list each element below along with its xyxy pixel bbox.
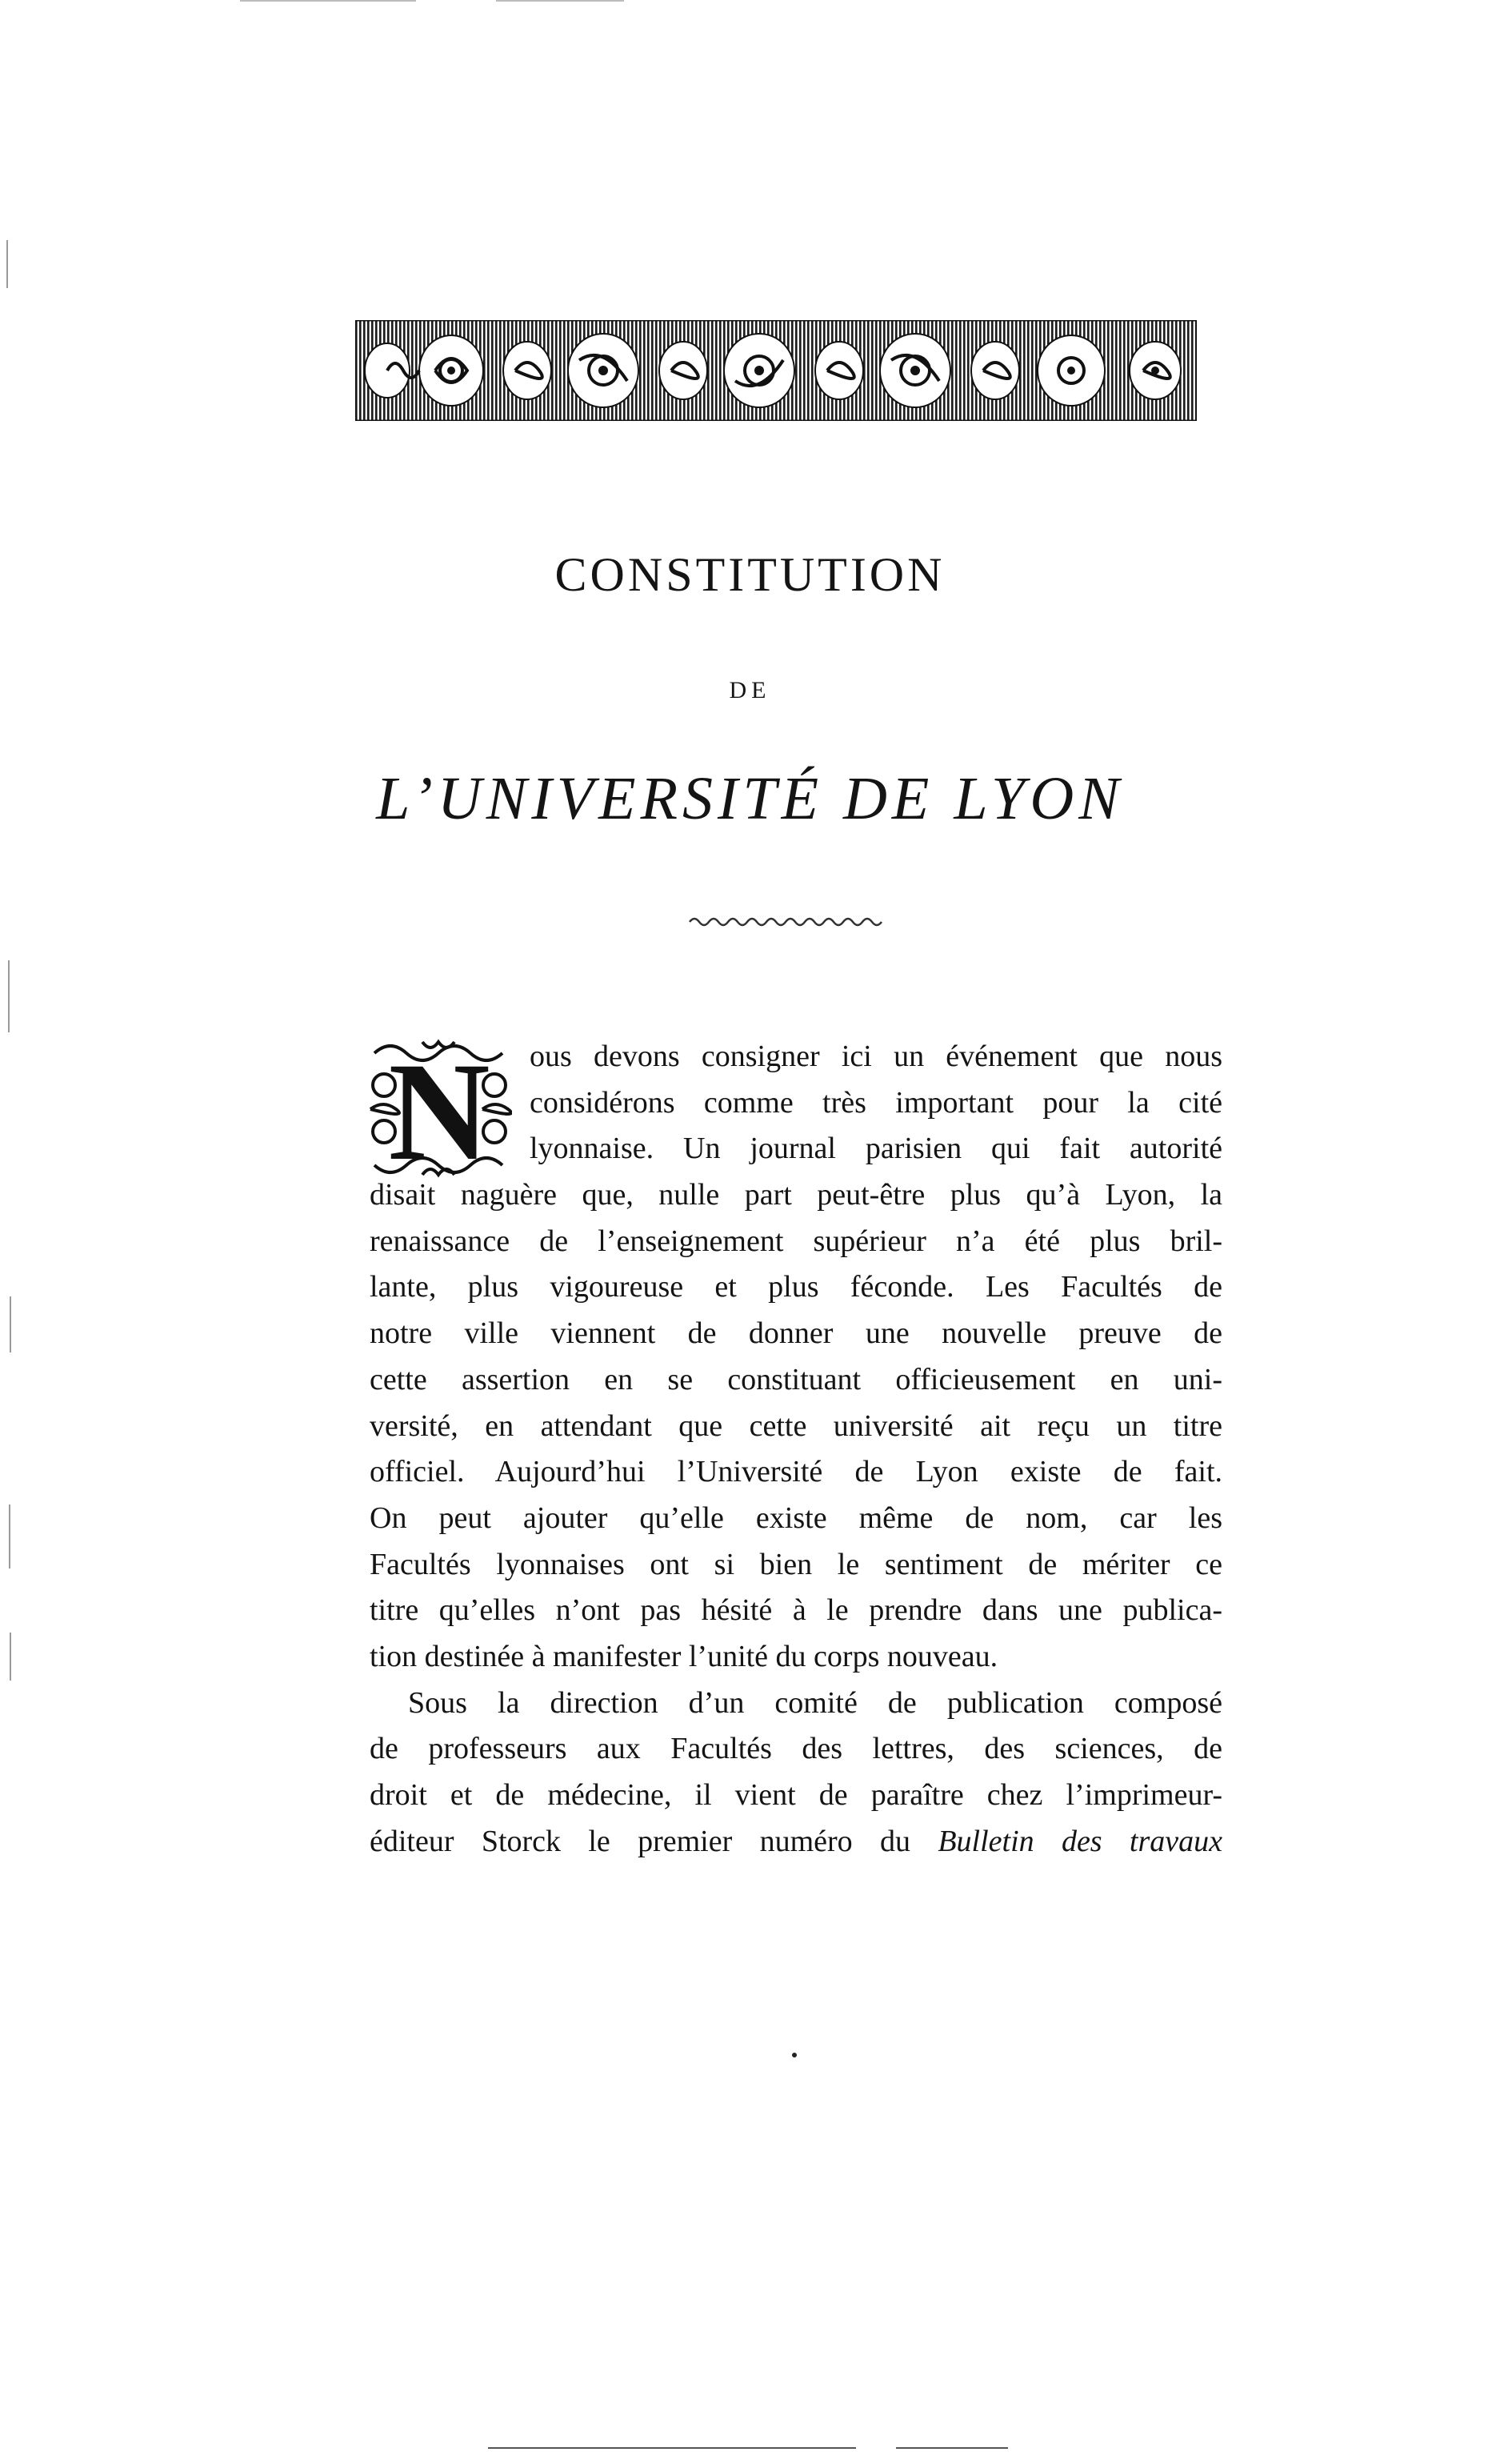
scan-edge-mark bbox=[6, 240, 8, 288]
text-line: tion destinée à manifester l’unité du corps nouveau. bbox=[370, 1639, 998, 1673]
bottom-scan-rule bbox=[488, 2447, 856, 2449]
title-universite-de-lyon: L’UNIVERSITÉ DE LYON bbox=[376, 765, 1124, 832]
text-line: Sous la direction d’un comité de publication composé bbox=[408, 1685, 1222, 1720]
text-line: titre qu’elles n’ont pas hésité à le prendre dans une publica- bbox=[370, 1593, 1222, 1628]
text-line: cette assertion en se constituant officieusement en uni- bbox=[370, 1362, 1222, 1396]
text-line: Facultés lyonnaises ont si bien le sentiment de mériter ce bbox=[370, 1547, 1222, 1581]
text-line: notre ville viennent de donner une nouvelle preuve de bbox=[370, 1316, 1222, 1351]
page-dot-mark bbox=[792, 2053, 797, 2057]
text-line: lyonnaise. Un journal parisien qui fait autorité bbox=[530, 1132, 1222, 1166]
wavy-rule-ornament bbox=[688, 915, 886, 928]
title-constitution: CONSTITUTION bbox=[554, 548, 946, 601]
text-line: versité, en attendant que cette université ait reçu un titre bbox=[370, 1408, 1222, 1443]
text-line-final-roman: éditeur Storck le premier numéro du bbox=[370, 1824, 938, 1858]
text-line: ous devons consigner ici un événement que nous bbox=[530, 1040, 1222, 1073]
text-line: disait naguère que, nulle part peut-être plus qu’à Lyon, la bbox=[370, 1178, 1222, 1212]
headband-ornament bbox=[355, 320, 1197, 421]
bottom-scan-rule bbox=[896, 2447, 1008, 2449]
text-line: lante, plus vigoureuse et plus féconde. Les Facultés de bbox=[370, 1270, 1222, 1304]
scan-edge-mark bbox=[8, 960, 10, 1032]
text-line: de professeurs aux Facultés des lettres, des sciences, de bbox=[370, 1732, 1222, 1766]
scan-edge-mark bbox=[10, 1296, 11, 1352]
dropcap-letter: N bbox=[388, 1037, 490, 1180]
text-line-final bbox=[370, 1819, 1222, 1865]
headband-ornament-graphic bbox=[355, 320, 1197, 421]
scan-edge-mark bbox=[496, 0, 624, 2]
scan-edge-mark bbox=[240, 0, 416, 2]
bulletin-title: Bulletin des travaux bbox=[938, 1824, 1222, 1858]
title-de: DE bbox=[729, 677, 771, 703]
text-line: renaissance de l’enseignement supérieur n’a été plus bril- bbox=[370, 1224, 1222, 1258]
body-paragraphs bbox=[370, 1034, 1222, 1865]
text-line: officiel. Aujourd’hui l’Université de Lyon existe de fait. bbox=[370, 1455, 1222, 1489]
scan-edge-mark bbox=[10, 1633, 11, 1681]
text-line: On peut ajouter qu’elle existe même de nom, car les bbox=[370, 1500, 1222, 1535]
scan-edge-mark bbox=[9, 1504, 10, 1569]
text-line: considérons comme très important pour la cité bbox=[530, 1085, 1222, 1120]
text-line: droit et de médecine, il vient de paraître chez l’imprimeur- bbox=[370, 1778, 1222, 1812]
